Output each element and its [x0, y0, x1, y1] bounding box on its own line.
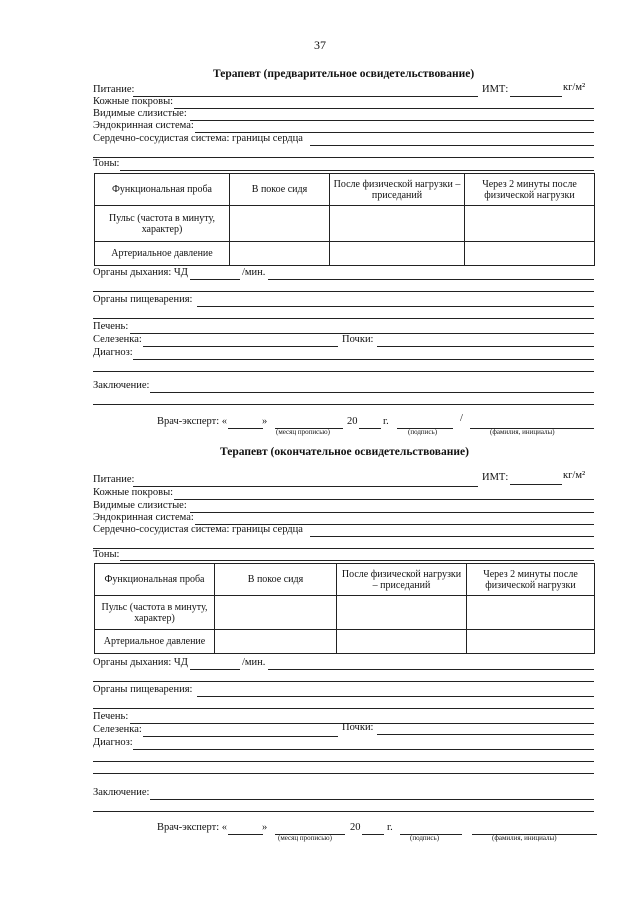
field-kidneys[interactable] — [377, 734, 594, 735]
table-header: После физической нагрузки – приседаний — [330, 174, 465, 206]
table-cell[interactable] — [467, 596, 595, 630]
field-skin[interactable] — [174, 499, 594, 500]
table-cell[interactable] — [467, 630, 595, 654]
table-row-label: Артериальное давление — [95, 630, 215, 654]
label-nutrition: Питание: — [93, 474, 135, 485]
label-respiration-unit: /мин. — [242, 267, 266, 278]
table-header: В покое сидя — [215, 564, 337, 596]
signature-label: Врач-эксперт: « — [157, 416, 228, 427]
label-spleen: Селезенка: — [93, 334, 142, 345]
table-cell[interactable] — [337, 630, 467, 654]
label-respiration: Органы дыхания: ЧД — [93, 657, 188, 668]
functional-test-table — [94, 173, 595, 266]
signature-year-prefix: 20 — [347, 416, 358, 427]
table-cell[interactable] — [465, 242, 595, 266]
functional-test-table — [94, 563, 595, 654]
field-cardio[interactable] — [310, 536, 594, 537]
signature-quote-close: » — [262, 822, 268, 833]
field-respiration[interactable] — [268, 669, 594, 670]
field-digestion[interactable] — [197, 696, 594, 697]
table-cell[interactable] — [230, 242, 330, 266]
signature-slash: / — [460, 413, 463, 424]
label-bmi-unit: кг/м² — [563, 470, 586, 481]
section-title: Терапевт (окончательное освидетельствование) — [220, 446, 469, 458]
label-endocrine: Эндокринная система: — [93, 512, 194, 523]
label-kidneys: Почки: — [342, 334, 374, 345]
field-cardio-extra[interactable] — [93, 157, 594, 158]
field-conclusion[interactable] — [150, 392, 594, 393]
label-kidneys: Почки: — [342, 722, 374, 733]
field-respiration-extra[interactable] — [93, 291, 594, 292]
label-respiration-unit: /мин. — [242, 657, 266, 668]
field-day[interactable] — [228, 428, 263, 429]
field-respiration-extra[interactable] — [93, 681, 594, 682]
table-header: После физической нагрузки – приседаний — [337, 564, 467, 596]
field-diagnosis-extra[interactable] — [93, 761, 594, 762]
field-tones[interactable] — [120, 170, 594, 171]
field-respiration-rate[interactable] — [190, 669, 240, 670]
field-nutrition[interactable] — [133, 486, 478, 487]
field-digestion[interactable] — [197, 306, 594, 307]
table-row-label: Пульс (частота в минуту, характер) — [95, 206, 230, 242]
label-bmi: ИМТ: — [482, 84, 509, 95]
field-conclusion-extra[interactable] — [93, 404, 594, 405]
section-title: Терапевт (предварительное освидетельствование) — [213, 68, 475, 80]
field-respiration-rate[interactable] — [190, 279, 240, 280]
table-cell[interactable] — [465, 206, 595, 242]
label-mucosa: Видимые слизистые: — [93, 108, 187, 119]
field-diagnosis-extra[interactable] — [93, 773, 594, 774]
caption-month: (месяц прописью) — [278, 834, 332, 842]
table-cell[interactable] — [230, 206, 330, 242]
page-number: 37 — [314, 38, 326, 52]
signature-label: Врач-эксперт: « — [157, 822, 228, 833]
caption-name: (фамилия, инициалы) — [492, 834, 557, 842]
table-header: Функциональная проба — [95, 174, 230, 206]
field-respiration[interactable] — [268, 279, 594, 280]
field-digestion-extra[interactable] — [93, 708, 594, 709]
field-bmi[interactable] — [510, 96, 562, 97]
table-header: В покое сидя — [230, 174, 330, 206]
field-mucosa[interactable] — [190, 512, 594, 513]
signature-quote-close: » — [262, 416, 268, 427]
field-tones[interactable] — [120, 560, 594, 561]
field-diagnosis-extra[interactable] — [93, 371, 594, 372]
field-bmi[interactable] — [510, 484, 562, 485]
table-header: Через 2 минуты после физической нагрузки — [465, 174, 595, 206]
field-skin[interactable] — [174, 108, 594, 109]
label-liver: Печень: — [93, 321, 129, 332]
label-respiration: Органы дыхания: ЧД — [93, 267, 188, 278]
table-header: Через 2 минуты после физической нагрузки — [467, 564, 595, 596]
label-conclusion: Заключение: — [93, 380, 150, 391]
field-mucosa[interactable] — [190, 120, 594, 121]
field-year[interactable] — [362, 834, 384, 835]
table-header: Функциональная проба — [95, 564, 215, 596]
field-diagnosis[interactable] — [133, 749, 594, 750]
label-digestion: Органы пищеварения: — [93, 684, 193, 695]
label-skin: Кожные покровы: — [93, 487, 174, 498]
table-row-label: Пульс (частота в минуту, характер) — [95, 596, 215, 630]
label-tones: Тоны: — [93, 549, 120, 560]
field-cardio-extra[interactable] — [93, 548, 594, 549]
label-spleen: Селезенка: — [93, 724, 142, 735]
label-bmi-unit: кг/м² — [563, 82, 586, 93]
field-spleen[interactable] — [143, 736, 338, 737]
caption-name: (фамилия, инициалы) — [490, 428, 555, 436]
field-cardio[interactable] — [310, 145, 594, 146]
label-liver: Печень: — [93, 711, 129, 722]
label-tones: Тоны: — [93, 158, 120, 169]
label-bmi: ИМТ: — [482, 472, 509, 483]
label-digestion: Органы пищеварения: — [93, 294, 193, 305]
field-spleen[interactable] — [143, 346, 338, 347]
label-nutrition: Питание: — [93, 84, 135, 95]
label-cardio: Сердечно-сосудистая система: границы сердца — [93, 524, 303, 535]
label-endocrine: Эндокринная система: — [93, 120, 194, 131]
label-skin: Кожные покровы: — [93, 96, 174, 107]
label-cardio: Сердечно-сосудистая система: границы сердца — [93, 133, 303, 144]
field-diagnosis[interactable] — [133, 359, 594, 360]
signature-year-suffix: г. — [387, 822, 393, 833]
label-diagnosis: Диагноз: — [93, 737, 133, 748]
table-cell[interactable] — [215, 630, 337, 654]
label-conclusion: Заключение: — [93, 787, 150, 798]
table-row-label: Артериальное давление — [95, 242, 230, 266]
table-cell[interactable] — [337, 596, 467, 630]
field-conclusion[interactable] — [150, 799, 594, 800]
signature-year-prefix: 20 — [350, 822, 361, 833]
field-kidneys[interactable] — [377, 346, 594, 347]
label-diagnosis: Диагноз: — [93, 347, 133, 358]
caption-month: (месяц прописью) — [276, 428, 330, 436]
label-mucosa: Видимые слизистые: — [93, 500, 187, 511]
table-cell[interactable] — [215, 596, 337, 630]
table-cell[interactable] — [330, 242, 465, 266]
signature-year-suffix: г. — [383, 416, 389, 427]
field-digestion-extra[interactable] — [93, 318, 594, 319]
field-day[interactable] — [228, 834, 263, 835]
field-year[interactable] — [359, 428, 381, 429]
field-nutrition[interactable] — [133, 96, 478, 97]
caption-sign: (подпись) — [408, 428, 438, 436]
field-conclusion-extra[interactable] — [93, 811, 594, 812]
table-cell[interactable] — [330, 206, 465, 242]
caption-sign: (подпись) — [410, 834, 440, 842]
